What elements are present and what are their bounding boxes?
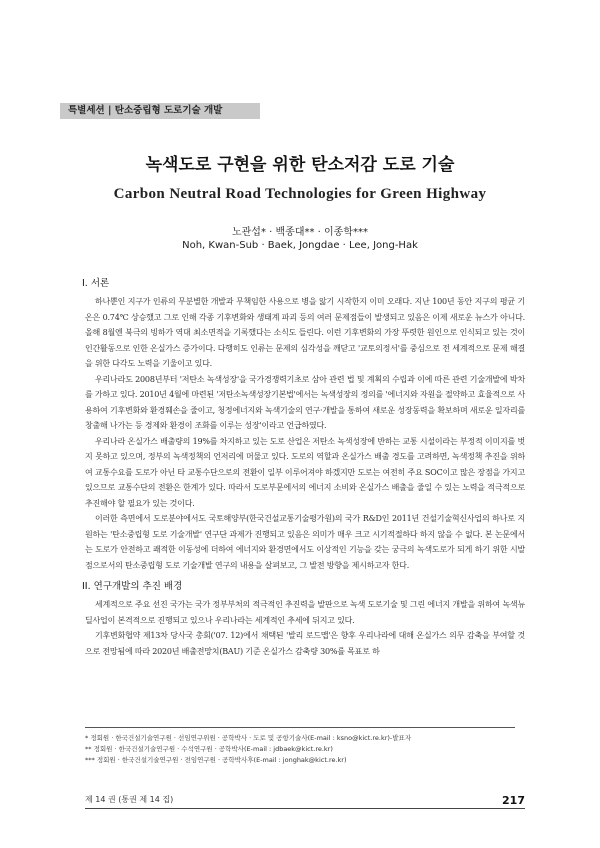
- footnote: * 정회원 · 한국건설기술연구원 · 선임연구위원 · 공학박사 · 도로 및 공항기술사(E-mail : ksno@kict.re.kr)-발표자: [85, 734, 412, 742]
- title-korean: 녹색도로 구현을 위한 탄소저감 도로 기술: [145, 155, 455, 175]
- authors-english: Noh, Kwan-Sub · Baek, Jongdae · Lee, Jong-Hak: [182, 240, 418, 251]
- section-background: [82, 580, 525, 659]
- section-heading: I. 서론: [82, 278, 110, 289]
- footnote: *** 정회원 · 한국건설기술연구원 · 전임연구원 · 공학박사후(E-mail : jonghak@kict.re.kr): [85, 756, 347, 764]
- paragraph: 하나뿐인 지구가 인류의 무분별한 개발과 무책임한 사용으로 병을 앓기 시작한지 이미 오래다. 지난 100년 동안 지구의 평균 기온은 0.74℃ 상승했고 그로 인해 각종 기후변화와 생태계 파괴 등의 여러 문제점들이 발생되고 있음은 이제 새로운 뉴스가 아니다. 올해 8월엔 북극의 빙하가 역대 최소면적을 기록했다는 소식도 들린다. 이런 기후변화의 가장 뚜렷한 원인으로 인식되고 있는 것이 인간활동으로 인한 온실가스 증가이다. 다행히도 인류는 문제의 심각성을 깨닫고 '교토의정서'를 중심으로 전 세계적으로 문제 해결을 위한 다각도 노력을 기울이고 있다.: [85, 297, 525, 368]
- page-footer: [85, 791, 525, 809]
- paragraph: 이러한 측면에서 도로분야에서도 국토해양부(한국건설교통기술평가원)의 국가 R&D인 2011년 건설기술혁신사업의 하나로 지원하는 '탄소중립형 도로 기술개발' 연구단 과제가 진행되고 있음은 의미가 매우 크고 시기적절하다 하지 않을 수 없다. 본 논문에서는 도로가 안전하고 쾌적한 이동성에 더하여 에너지와 환경면에서도 이상적인 기능을 갖는 궁극의 녹색도로가 되게 하기 위한 시발점으로서의 탄소중립형 도로 기술개발 연구의 내용을 살펴보고, 그 발전 방향을 제시하고자 한다.: [85, 514, 525, 570]
- section-introduction: [82, 277, 525, 573]
- article-body: [82, 277, 525, 659]
- footnotes: [85, 733, 525, 766]
- issue-label: 제 14 권 (통권 제 14 집): [85, 795, 174, 804]
- paragraph: 세계적으로 주요 선진 국가는 국가 정부부처의 적극적인 추진력을 발판으로 녹색 도로기술 및 그린 에너지 개발을 위하여 녹색뉴딜사업이 본격적으로 진행되고 있으나 우리나라는 세계적인 추세에 뒤지고 있다.: [85, 600, 525, 625]
- footnote-divider: [85, 727, 515, 728]
- footnote: ** 정회원 · 한국건설기술연구원 · 수석연구원 · 공학박사(E-mail : jdbaek@kict.re.kr): [85, 745, 333, 753]
- special-session-tag: 특별세션 | 탄소중립형 도로기술 개발: [60, 103, 260, 119]
- paragraph: 기후변화협약 제13차 당사국 총회('07. 12)에서 채택된 '발리 로드맵'은 향후 우리나라에 대해 온실가스 의무 감축을 부여할 것으로 전망됨에 따라 2020년 배출전망치(BAU) 기준 온실가스 감축량 30%를 목표로 하: [85, 631, 525, 656]
- title-english: Carbon Neutral Road Technologies for Green Highway: [113, 186, 487, 202]
- page-number: 217: [502, 794, 525, 807]
- authors-korean: 노관섭* · 백종대** · 이종학***: [231, 227, 368, 238]
- section-heading: II. 연구개발의 추진 배경: [82, 581, 183, 592]
- paragraph: 우리나라도 2008년부터 '저탄소 녹색성장'을 국가경쟁력기초로 삼아 관련 법 및 계획의 수립과 이에 따른 관련 기술개발에 박차를 가하고 있다. 2010년 4월에 마련된 '저탄소녹색성장기본법'에서는 녹색성장의 정의를 '에너지와 자원을 절약하고 효율적으로 사용하여 기후변화와 환경훼손을 줄이고, 청정에너지와 녹색기술의 연구·개발을 통하여 새로운 성장동력을 확보하며 새로운 일자리를 창출해 나가는 등 경제와 환경이 조화를 이루는 성장'이라고 언급하였다.: [85, 374, 525, 430]
- paragraph: 우리나라 온실가스 배출량의 19%를 차지하고 있는 도로 산업은 저탄소 녹색성장에 반하는 교통 시설이라는 부정적 이미지를 벗지 못하고 있으며, 정부의 녹색정책의 언저리에 머물고 있다. 도로의 역할과 온실가스 배출 경도를 고려하면, 녹색정책 추진을 위하여 교통수요를 도로가 아닌 타 교통수단으로의 전환이 일부 이루어져야 하겠지만 도로는 여전히 주요 SOC이고 많은 장점을 가지고 있으므로 교통수단의 전환은 한계가 있다. 따라서 도로부문에서의 에너지 소비와 온실가스 배출을 줄일 수 있는 노력을 적극적으로 추진해야 할 필요가 있는 것이다.: [85, 436, 525, 508]
